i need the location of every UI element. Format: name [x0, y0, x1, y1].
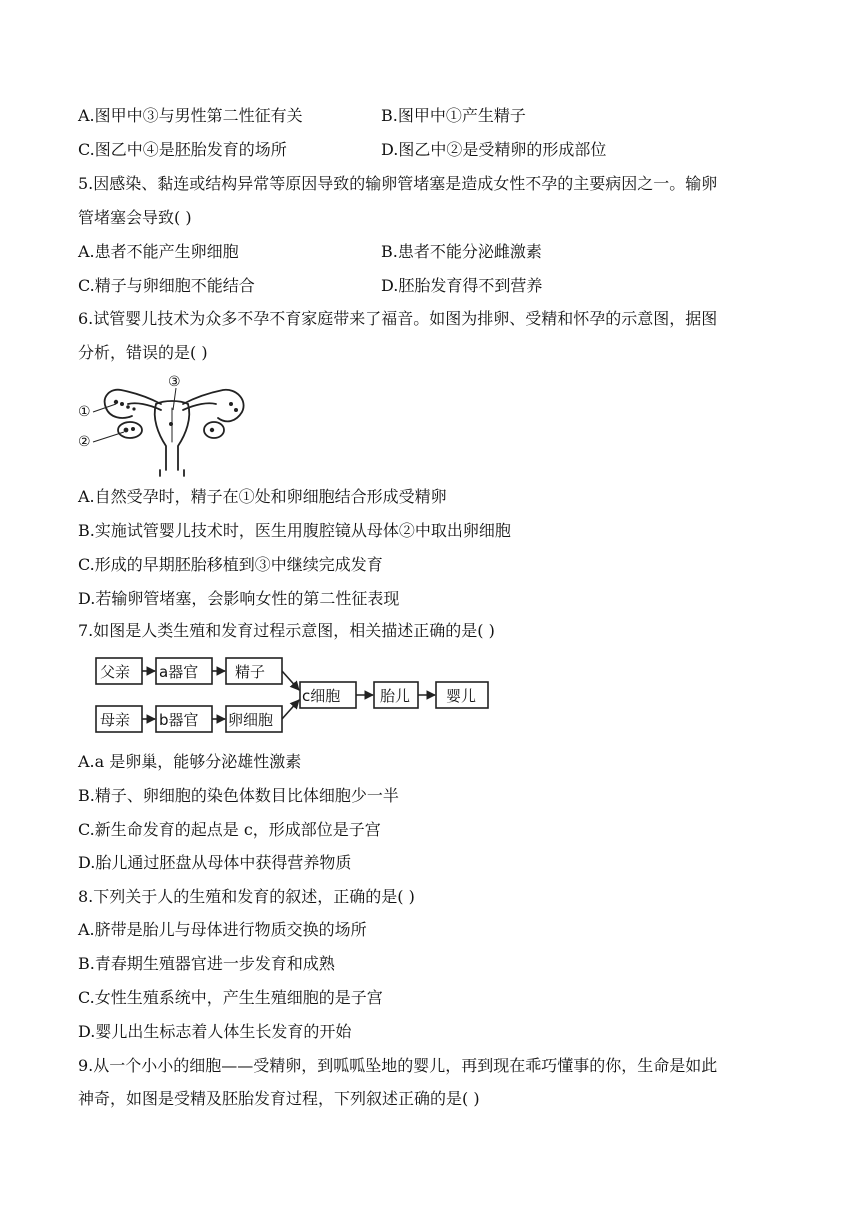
flow-label-sperm: 精子: [235, 663, 266, 681]
q5-option-b: B.患者不能分泌雌激素: [381, 242, 542, 261]
flow-label-cell-c: c细胞: [302, 687, 341, 705]
q5-stem-line-2: 管堵塞会导致( ): [78, 208, 192, 227]
q6-stem-line-2: 分析，错误的是( ): [78, 343, 208, 362]
q6-option-b: B.实施试管婴儿技术时，医生用腹腔镜从母体②中取出卵细胞: [78, 521, 511, 540]
q7-option-c: C.新生命发育的起点是 c，形成部位是子宫: [78, 820, 381, 839]
flow-label-fetus: 胎儿: [380, 687, 411, 705]
flow-label-organ-a: a器官: [159, 663, 199, 681]
q8-option-b: B.青春期生殖器官进一步发育和成熟: [78, 954, 335, 973]
flow-label-mother: 母亲: [100, 711, 131, 729]
diagram-label-3: ③: [168, 374, 181, 390]
q7-stem: 7.如图是人类生殖和发育过程示意图，相关描述正确的是( ): [78, 621, 495, 640]
diagram-label-2: ②: [78, 434, 91, 450]
flow-label-baby: 婴儿: [446, 687, 477, 705]
q4-option-d: D.图乙中②是受精卵的形成部位: [381, 140, 607, 159]
q7-option-a: A.a 是卵巢，能够分泌雄性激素: [78, 752, 302, 771]
q9-stem-line-1: 9.从一个小小的细胞——受精卵，到呱呱坠地的婴儿，再到现在乖巧懂事的你，生命是如此: [78, 1056, 718, 1075]
q6-stem-line-1: 6.试管婴儿技术为众多不孕不育家庭带来了福音。如图为排卵、受精和怀孕的示意图，据图: [78, 309, 718, 328]
reproduction-flow-diagram: [94, 654, 494, 734]
q7-option-d: D.胎儿通过胚盘从母体中获得营养物质: [78, 853, 352, 872]
q6-option-c: C.形成的早期胚胎移植到③中继续完成发育: [78, 555, 383, 574]
q5-stem-line-1: 5.因感染、黏连或结构异常等原因导致的输卵管堵塞是造成女性不孕的主要病因之一。输卵: [78, 174, 718, 193]
flow-label-father: 父亲: [100, 663, 131, 681]
diagram-label-1: ①: [78, 404, 91, 420]
q8-stem: 8.下列关于人的生殖和发育的叙述，正确的是( ): [78, 887, 415, 906]
q8-option-d: D.婴儿出生标志着人体生长发育的开始: [78, 1022, 352, 1041]
q6-option-d: D.若输卵管堵塞，会影响女性的第二性征表现: [78, 589, 400, 608]
flow-label-organ-b: b器官: [159, 711, 199, 729]
q8-option-c: C.女性生殖系统中，产生生殖细胞的是子宫: [78, 988, 383, 1007]
q5-option-a: A.患者不能产生卵细胞: [78, 242, 239, 261]
q9-stem-line-2: 神奇，如图是受精及胚胎发育过程，下列叙述正确的是( ): [78, 1089, 480, 1108]
flow-label-egg: 卵细胞: [228, 711, 274, 729]
q5-option-c: C.精子与卵细胞不能结合: [78, 276, 255, 295]
q8-option-a: A.脐带是胎儿与母体进行物质交换的场所: [78, 920, 367, 939]
uterus-diagram: [76, 374, 252, 478]
q4-option-c: C.图乙中④是胚胎发育的场所: [78, 140, 287, 159]
q4-option-b: B.图甲中①产生精子: [381, 106, 526, 125]
q4-option-a: A.图甲中③与男性第二性征有关: [78, 106, 303, 125]
q7-option-b: B.精子、卵细胞的染色体数目比体细胞少一半: [78, 786, 399, 805]
q6-option-a: A.自然受孕时，精子在①处和卵细胞结合形成受精卵: [78, 487, 447, 506]
q5-option-d: D.胚胎发育得不到营养: [381, 276, 543, 295]
